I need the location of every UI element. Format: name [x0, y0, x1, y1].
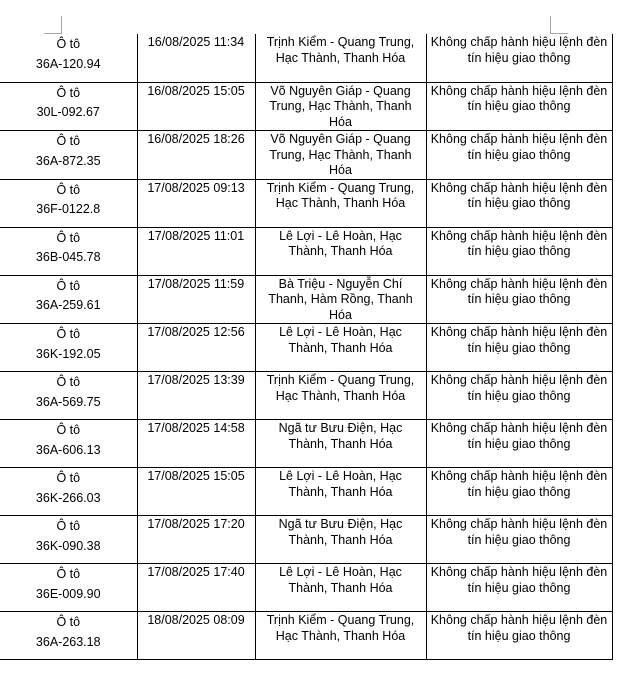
- violation-cell: Không chấp hành hiệu lệnh đèn tín hiệu giao thông: [426, 227, 612, 275]
- violation-cell: Không chấp hành hiệu lệnh đèn tín hiệu giao thông: [426, 34, 612, 82]
- location-cell: Võ Nguyên Giáp - Quang Trung, Hạc Thành, Thanh Hóa: [255, 131, 426, 180]
- location-cell: Lê Lợi - Lê Hoàn, Hạc Thành, Thanh Hóa: [255, 564, 426, 612]
- location-cell: Võ Nguyên Giáp - Quang Trung, Hạc Thành, Thanh Hóa: [255, 82, 426, 131]
- location-cell: Lê Lợi - Lê Hoàn, Hạc Thành, Thanh Hóa: [255, 324, 426, 372]
- vehicle-type: Ô tô: [56, 327, 81, 341]
- time-cell: 17/08/2025 09:13: [137, 179, 255, 227]
- license-plate: 36A-872.35: [35, 153, 101, 168]
- vehicle-type: Ô tô: [56, 278, 81, 293]
- vehicle-type: Ô tô: [56, 615, 81, 629]
- vehicle-type: Ô tô: [56, 37, 81, 51]
- table-row: [0, 612, 612, 660]
- table-row: [0, 516, 612, 564]
- location-cell: Lê Lợi - Lê Hoàn, Hạc Thành, Thanh Hóa: [255, 227, 426, 275]
- location-cell: Trịnh Kiểm - Quang Trung, Hạc Thành, Thanh Hóa: [255, 34, 426, 82]
- violation-cell: Không chấp hành hiệu lệnh đèn tín hiệu giao thông: [426, 275, 612, 324]
- license-plate: 36K-090.38: [35, 538, 101, 553]
- time-cell: 16/08/2025 18:26: [137, 131, 255, 180]
- time-cell: 16/08/2025 11:34: [137, 34, 255, 82]
- vehicle-cell: [0, 227, 137, 275]
- vehicle-cell: [0, 34, 137, 82]
- vehicle-cell: [0, 179, 137, 227]
- time-cell: 18/08/2025 08:09: [137, 612, 255, 660]
- violation-cell: Không chấp hành hiệu lệnh đèn tín hiệu giao thông: [426, 82, 612, 131]
- license-plate: 30L-092.67: [36, 105, 100, 119]
- vehicle-cell: [0, 324, 137, 372]
- violation-cell: Không chấp hành hiệu lệnh đèn tín hiệu giao thông: [426, 131, 612, 180]
- vehicle-cell: [0, 372, 137, 420]
- location-cell: Trịnh Kiểm - Quang Trung, Hạc Thành, Thanh Hóa: [255, 372, 426, 420]
- violation-cell: Không chấp hành hiệu lệnh đèn tín hiệu giao thông: [426, 468, 612, 516]
- license-plate: 36B-045.78: [35, 250, 101, 264]
- table-row: [0, 131, 612, 180]
- violations-table: [0, 34, 613, 660]
- vehicle-cell: [0, 420, 137, 468]
- vehicle-cell: [0, 564, 137, 612]
- vehicle-type: Ô tô: [56, 134, 81, 148]
- vehicle-type: Ô tô: [56, 230, 81, 245]
- table-row: [0, 179, 612, 227]
- vehicle-cell: [0, 275, 137, 324]
- violation-cell: Không chấp hành hiệu lệnh đèn tín hiệu giao thông: [426, 179, 612, 227]
- table-row: [0, 324, 612, 372]
- vehicle-type: Ô tô: [56, 471, 81, 485]
- violation-cell: Không chấp hành hiệu lệnh đèn tín hiệu giao thông: [426, 612, 612, 660]
- license-plate: 36K-266.03: [35, 490, 101, 505]
- time-cell: 17/08/2025 15:05: [137, 468, 255, 516]
- vehicle-type: Ô tô: [56, 519, 81, 533]
- time-cell: 17/08/2025 17:40: [137, 564, 255, 612]
- crop-mark-left-vertical: [61, 16, 62, 34]
- location-cell: Trịnh Kiểm - Quang Trung, Hạc Thành, Thanh Hóa: [255, 179, 426, 227]
- vehicle-cell: [0, 82, 137, 131]
- location-cell: Trịnh Kiểm - Quang Trung, Hạc Thành, Thanh Hóa: [255, 612, 426, 660]
- time-cell: 17/08/2025 11:59: [137, 275, 255, 324]
- table-row: [0, 420, 612, 468]
- license-plate: 36K-192.05: [35, 346, 101, 361]
- table-row: [0, 564, 612, 612]
- time-cell: 17/08/2025 12:56: [137, 324, 255, 372]
- license-plate: 36E-009.90: [35, 586, 101, 601]
- license-plate: 36A-259.61: [35, 298, 101, 312]
- crop-mark-right-vertical: [550, 16, 551, 34]
- table-row: [0, 372, 612, 420]
- time-cell: 17/08/2025 11:01: [137, 227, 255, 275]
- vehicle-cell: [0, 131, 137, 180]
- location-cell: Ngã tư Bưu Điện, Hạc Thành, Thanh Hóa: [255, 516, 426, 564]
- violation-cell: Không chấp hành hiệu lệnh đèn tín hiệu giao thông: [426, 372, 612, 420]
- violation-cell: Không chấp hành hiệu lệnh đèn tín hiệu giao thông: [426, 564, 612, 612]
- violation-cell: Không chấp hành hiệu lệnh đèn tín hiệu giao thông: [426, 420, 612, 468]
- vehicle-type: Ô tô: [56, 85, 81, 100]
- time-cell: 16/08/2025 15:05: [137, 82, 255, 131]
- table-row: [0, 34, 612, 82]
- location-cell: Lê Lợi - Lê Hoàn, Hạc Thành, Thanh Hóa: [255, 468, 426, 516]
- license-plate: 36F-0122.8: [36, 202, 101, 216]
- vehicle-type: Ô tô: [56, 423, 81, 437]
- license-plate: 36A-606.13: [35, 442, 101, 457]
- violations-table-body: [0, 34, 612, 660]
- time-cell: 17/08/2025 13:39: [137, 372, 255, 420]
- location-cell: Ngã tư Bưu Điện, Hạc Thành, Thanh Hóa: [255, 420, 426, 468]
- table-row: [0, 227, 612, 275]
- table-row: [0, 82, 612, 131]
- vehicle-type: Ô tô: [56, 375, 81, 389]
- vehicle-cell: [0, 612, 137, 660]
- vehicle-cell: [0, 468, 137, 516]
- license-plate: 36A-263.18: [35, 634, 101, 649]
- violation-cell: Không chấp hành hiệu lệnh đèn tín hiệu giao thông: [426, 324, 612, 372]
- license-plate: 36A-569.75: [35, 394, 101, 409]
- table-row: [0, 468, 612, 516]
- vehicle-type: Ô tô: [56, 567, 81, 581]
- location-cell: Bà Triệu - Nguyễn Chí Thanh, Hàm Rồng, Thanh Hóa: [255, 275, 426, 324]
- license-plate: 36A-120.94: [35, 56, 101, 71]
- violation-cell: Không chấp hành hiệu lệnh đèn tín hiệu giao thông: [426, 516, 612, 564]
- vehicle-cell: [0, 516, 137, 564]
- time-cell: 17/08/2025 17:20: [137, 516, 255, 564]
- vehicle-type: Ô tô: [56, 182, 81, 197]
- time-cell: 17/08/2025 14:58: [137, 420, 255, 468]
- table-row: [0, 275, 612, 324]
